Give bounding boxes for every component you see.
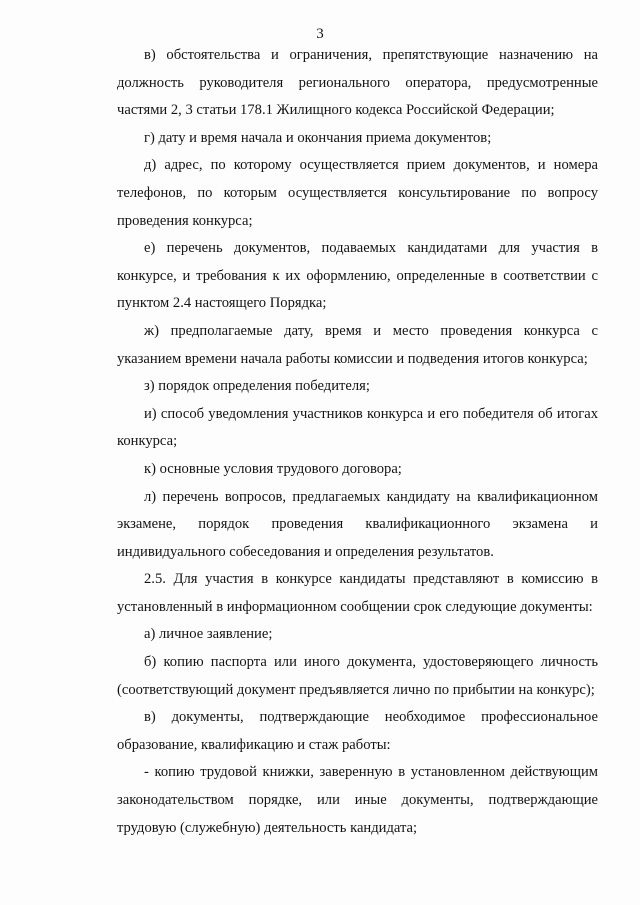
paragraph: 2.5. Для участия в конкурсе кандидаты представляют в комиссию в установленный в информационном сообщении срок следующие документы: xyxy=(117,571,598,615)
document-body xyxy=(117,42,598,842)
paragraph: - копию трудовой книжки, заверенную в установленном действующим законодательством порядке, или иные документы, подтверждающие трудовую (служебную) деятельность кандидата; xyxy=(117,764,598,836)
paragraph: л) перечень вопросов, предлагаемых кандидату на квалификационном экзамене, порядок проведения квалификационного экзамена и индивидуального собеседования и определения результатов. xyxy=(117,488,598,560)
paragraph: г) дату и время начала и окончания приема документов; xyxy=(144,129,492,146)
paragraph: в) обстоятельства и ограничения, препятствующие назначению на должность руководителя регионального оператора, предусмотренные частями 2, 3 статьи 178.1 Жилищного кодекса Российской Федерации; xyxy=(117,47,598,119)
paragraph: з) порядок определения победителя; xyxy=(144,378,370,395)
page-number: 3 xyxy=(316,26,324,42)
paragraph: б) копию паспорта или иного документа, удостоверяющего личность (соответствующий документ предъявляется лично по прибытии на конкурс); xyxy=(117,654,598,698)
paragraph: к) основные условия трудового договора; xyxy=(144,460,402,477)
paragraph: в) документы, подтверждающие необходимое профессиональное образование, квалификацию и стаж работы: xyxy=(117,709,598,753)
paragraph: а) личное заявление; xyxy=(144,626,273,643)
paragraph: и) способ уведомления участников конкурса и его победителя об итогах конкурса; xyxy=(117,405,598,450)
paragraph: ж) предполагаемые дату, время и место проведения конкурса с указанием времени начала работы комиссии и подведения итогов конкурса; xyxy=(117,322,598,367)
paragraph: е) перечень документов, подаваемых кандидатами для участия в конкурсе, и требования к их оформлению, определенные в соответствии с пунктом 2.4 настоящего Порядка; xyxy=(117,240,598,312)
paragraph: д) адрес, по которому осуществляется прием документов, и номера телефонов, по которым осуществляется консультирование по вопросу проведения конкурса; xyxy=(117,157,598,229)
